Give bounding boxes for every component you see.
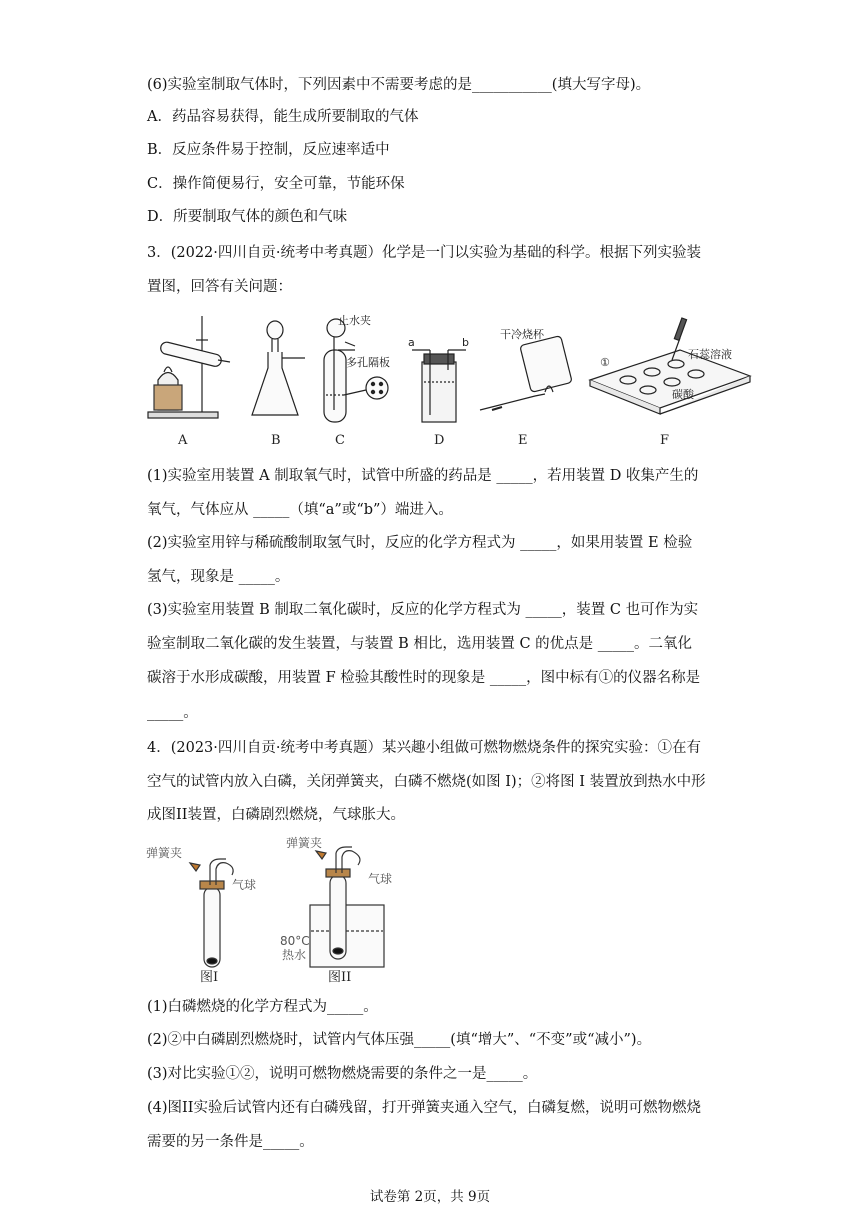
q4-part2: (2)②中白磷剧烈燃烧时，试管内气体压强_____(填“增大”、“不变”或“减小”)。 [147,1032,652,1048]
q3-part3-line3: 碳溶于水形成碳酸，用装置 F 检验其酸性时的现象是 _____，图中标有①的仪器名称是 [147,670,701,686]
f-litmus-label: 石蕊溶液 [688,348,732,361]
label-a: A [178,433,188,448]
q4-part3: (3)对比实验①②，说明可燃物燃烧需要的条件之一是_____。 [147,1066,538,1082]
d-b-label: b [462,336,469,349]
option-d: D．所要制取气体的颜色和气味 [147,209,348,225]
f-acid-label: 碳酸 [672,388,694,401]
d-a-label: a [408,336,415,349]
hot-water-label: 热水 [282,948,307,962]
option-c: C．操作简便易行，安全可靠，节能环保 [147,176,405,192]
apparatus-f [590,318,750,414]
q3-apparatus-figure [140,310,780,452]
figure-1 [190,859,233,967]
clip-label-2: 弹簧夹 [286,836,323,850]
label-f: F [660,433,670,448]
apparatus-b [252,321,305,415]
option-b: B．反应条件易于控制，反应速率适中 [147,142,390,158]
q3-part2-line1: (2)实验室用锌与稀硫酸制取氢气时，反应的化学方程式为 _____，如果用装置 E 检验 [147,535,693,551]
page-footer: 试卷第 2页，共 9页 [369,1189,491,1205]
e-beaker-label: 干冷烧杯 [500,328,544,341]
c-clip-label: 止水夹 [338,314,371,327]
q3-stem-line1: 3．(2022·四川自贡·统考中考真题）化学是一门以实验为基础的科学。根据下列实验装 [147,245,701,261]
f-circle-label: ① [600,356,610,369]
q2-part6: (6)实验室制取气体时，下列因素中不需要考虑的是___________(填大写字母)。 [147,77,651,93]
q3-part1-line2: 氧气，气体应从 _____（填“a”或“b”）端进入。 [147,502,453,518]
q4-part4-line2: 需要的另一条件是_____。 [147,1134,314,1150]
q3-part1-line1: (1)实验室用装置 A 制取氧气时，试管中所盛的药品是 _____，若用装置 D 收集产生的 [147,468,699,484]
clip-label-1: 弹簧夹 [146,846,183,860]
q3-part2-line2: 氢气，现象是 _____。 [147,569,290,585]
balloon-label-1: 气球 [232,878,257,892]
q3-part3-line1: (3)实验室用装置 B 制取二氧化碳时，反应的化学方程式为 _____，装置 C 也可作为实 [147,602,699,618]
apparatus-c [324,319,388,422]
figure-2 [310,847,384,967]
q3-stem-line2: 置图，回答有关问题： [147,279,292,295]
q4-part4-line1: (4)图II实验后试管内还有白磷残留，打开弹簧夹通入空气，白磷复燃，说明可燃物燃烧 [147,1100,701,1116]
label-d: D [434,433,445,448]
figure-2-caption: 图II [328,970,352,985]
apparatus-a [148,316,230,418]
option-a: A．药品容易获得，能生成所要制取的气体 [147,109,419,125]
apparatus-e [480,336,572,410]
q4-part1: (1)白磷燃烧的化学方程式为_____。 [147,999,378,1015]
label-c: C [335,433,345,448]
figure-1-caption: 图I [200,970,219,985]
q4-stem-line3: 成图II装置，白磷剧烈燃烧，气球胀大。 [147,807,405,823]
balloon-label-2: 气球 [368,872,393,886]
q4-experiment-figure [140,835,420,985]
label-e: E [518,433,528,448]
q4-stem-line1: 4．(2023·四川自贡·统考中考真题）某兴趣小组做可燃物燃烧条件的探究实验：①在有 [147,740,701,756]
temperature-label: 80°C [280,934,310,948]
label-b: B [271,433,281,448]
c-plate-label: 多孔隔板 [346,356,390,369]
apparatus-d [412,350,466,422]
q3-part3-line4: _____。 [147,705,198,721]
q4-stem-line2: 空气的试管内放入白磷，关闭弹簧夹，白磷不燃烧(如图 I)；②将图 I 装置放到热水中形 [147,774,706,790]
q3-part3-line2: 验室制取二氧化碳的发生装置，与装置 B 相比，选用装置 C 的优点是 _____。二氧化 [147,636,693,652]
